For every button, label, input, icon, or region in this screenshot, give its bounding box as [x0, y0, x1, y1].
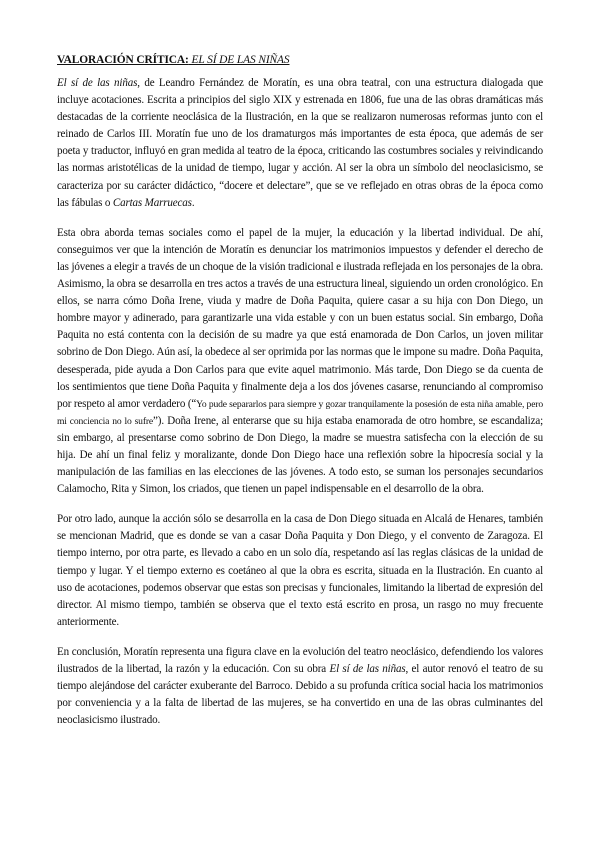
conclusion-text: En conclusión, Moratín representa una figura clave en la evolución del teatro neoclásico, defendiendo los valores ilustrados de la libertad, la razón y la educación. Con su obra	[57, 645, 543, 675]
don-diego-quote: Yo pude separarlos para siempre y gozar tranquilamente la posesión de esta niña amable, pero mi conciencia no lo sufre	[57, 398, 543, 427]
work-title-italic: El sí de las niñas	[57, 77, 138, 89]
page-title	[57, 54, 543, 66]
conclusion-text-end: , el autor renovó el teatro de su tiempo alejándose del carácter exuberante del Barroco. Debido a su profunda crítica social hacia los matrimonios por conveniencia y a la falta de libertad de las mujeres, se ha convertido en una de las obras culminantes del neoclasicismo ilustrado.	[57, 663, 543, 727]
intro-text: , de Leandro Fernández de Moratín, es una obra teatral, con una estructura dialogada que incluye acotaciones. Escrita a principios del siglo XIX y estrenada en 1806, fue una de las obras dramáticas más destacadas de la corriente neoclásica de la Ilustración, en la que se realizaron numerosas reformas junto con el reinado de Carlos III. Moratín fue uno de los dramaturgos más importantes de esta época, que además de ser poeta y traductor, influyó en gran medida al teatro de la época, criticando las costumbres sociales y reivindicando las normas aristotélicas de la unidad de tiempo, lugar y acción. Al ser la obra un símbolo del neoclasicismo, se caracteriza por su carácter didáctico, “docere et delectare”, que se ve reflejado en otras obras de la época como las fábulas o	[57, 77, 543, 209]
conclusion-work-italic: El sí de las niñas	[329, 663, 406, 675]
themes-text: Esta obra aborda temas sociales como el papel de la mujer, la educación y la libertad individual. De ahí, conseguimos ver que la intención de Moratín es denunciar los matrimonios impuestos y defender el derecho de las jóvenes a elegir a través de un choque de la visión tradicional e ilustrada reflejada en los personajes de la obra. Asimismo, la obra se desarrolla en tres actos a través de una estructura lineal, siguiendo un orden cronológico. En ellos, se narra cómo Doña Irene, viuda y madre de Doña Paquita, quiere casar a su hija con Don Diego, un hombre mayor y adinerado, para garantizarle una vida estable y con un buen estatus social. Sin embargo, Doña Paquita no está contenta con la decisión de su madre ya que está enamorada de Don Carlos, un joven militar sobrino de Don Diego. Aún así, la obedece al ser oprimida por las normas que le impone su madre. Doña Paquita, desesperada, pide ayuda a Don Carlos para que evite aquel matrimonio. Más tarde, Don Diego se da cuenta de los sentimientos que tiene Doña Paquita y finalmente deja a los dos jóvenes casarse, renunciando al compromiso por respeto al amor verdadero (“	[57, 226, 544, 410]
paragraph-introduction	[57, 75, 543, 212]
cartas-marruecas-italic: Cartas Marruecas	[112, 196, 192, 209]
themes-text-continued: ”). Doña Irene, al enterarse que su hija estaba enamorada de otro hombre, se escandaliza; sin embargo, al presentarse como sobrino de Don Diego, la madre se muestra satisfecha con la elección de su hija. De ahí un final feliz y moralizante, donde Don Diego hace una reflexión sobre la hipocresía social y la manipulación de las familias en las elecciones de las jóvenes. A todo esto, se suman los personajes secundarios Calamocho, Rita y Simon, los criados, que tienen un papel indispensable en el desarrollo de la obra.	[57, 414, 544, 496]
title-work: EL SÍ DE LAS NIÑAS	[191, 54, 290, 66]
paragraph-conclusion	[57, 644, 543, 729]
intro-end: .	[191, 196, 195, 209]
paragraph-themes	[57, 225, 543, 499]
setting-text: Por otro lado, aunque la acción sólo se desarrolla en la casa de Don Diego situada en Alcalá de Henares, también se mencionan Madrid, que es donde se van a casar Doña Paquita y Don Diego, y el convento de Zaragoza. El tiempo interno, por otra parte, es llevado a cabo en un solo día, respetando así las reglas clásicas de la unidad de tiempo y lugar. Y el tiempo externo es coetáneo al que la obra es escrita, situada en la Ilustración. En cuanto al uso de acotaciones, podemos observar que estas son precisas y funcionales, limitando la libertad de expresión del director. Al mismo tiempo, también se observa que el texto está escrito en prosa, un rasgo no muy frecuente anteriormente.	[57, 513, 543, 628]
paragraph-setting	[57, 511, 543, 631]
title-label: VALORACIÓN CRÍTICA:	[57, 54, 189, 66]
